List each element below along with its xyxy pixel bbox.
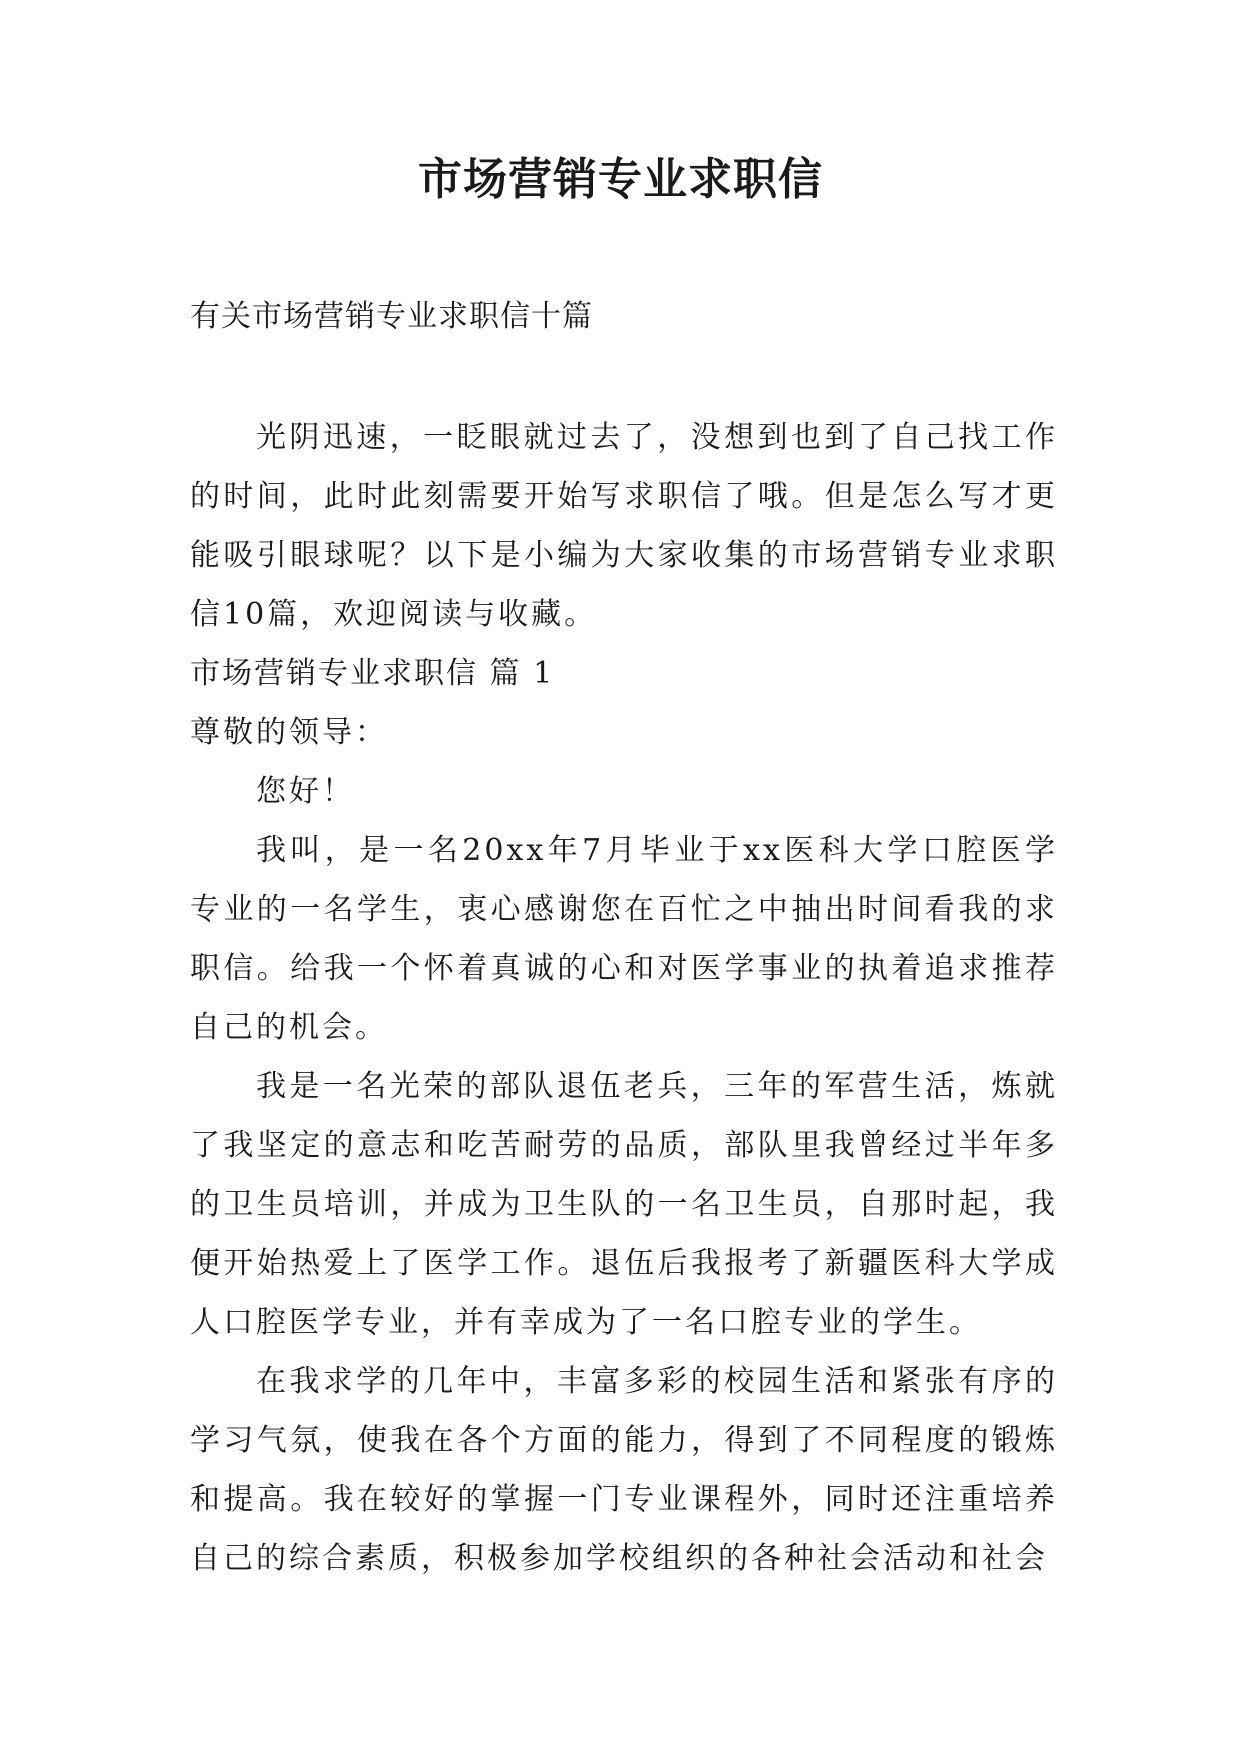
body-paragraph: 在我求学的几年中，丰富多彩的校园生活和紧张有序的学习气氛，使我在各个方面的能力，得到了不同程度的锻炼和提高。我在较好的掌握一门专业课程外，同时还注重培养自己的综合素质，积极参加学校组织的各种社会活动和社会 [190, 1364, 1058, 1576]
body-paragraph: 我叫，是一名20xx年7月毕业于xx医科大学口腔医学专业的一名学生，衷心感谢您在百忙之中抽出时间看我的求职信。给我一个怀着真诚的心和对医学事业的执着追求推荐自己的机会。 [190, 833, 1058, 1045]
salutation: 尊敬的领导： [190, 715, 388, 750]
document-title: 市场营销专业求职信 [418, 154, 823, 205]
document-subtitle: 有关市场营销专业求职信十篇 [190, 299, 593, 334]
intro-paragraph: 光阴迅速，一眨眼就过去了，没想到也到了自己找工作的时间，此时此刻需要开始写求职信了哦。但是怎么写才更能吸引眼球呢？以下是小编为大家收集的市场营销专业求职信10篇，欢迎阅读与收藏。 [190, 420, 1058, 632]
greeting: 您好！ [256, 774, 355, 809]
document-body [190, 408, 1058, 1588]
body-paragraph: 我是一名光荣的部队退伍老兵，三年的军营生活，炼就了我坚定的意志和吃苦耐劳的品质，部队里我曾经过半年多的卫生员培训，并成为卫生队的一名卫生员，自那时起，我便开始热爱上了医学工作。退伍后我报考了新疆医科大学成人口腔医学专业，并有幸成为了一名口腔专业的学生。 [190, 1069, 1058, 1340]
section-heading: 市场营销专业求职信 篇 1 [190, 656, 555, 691]
